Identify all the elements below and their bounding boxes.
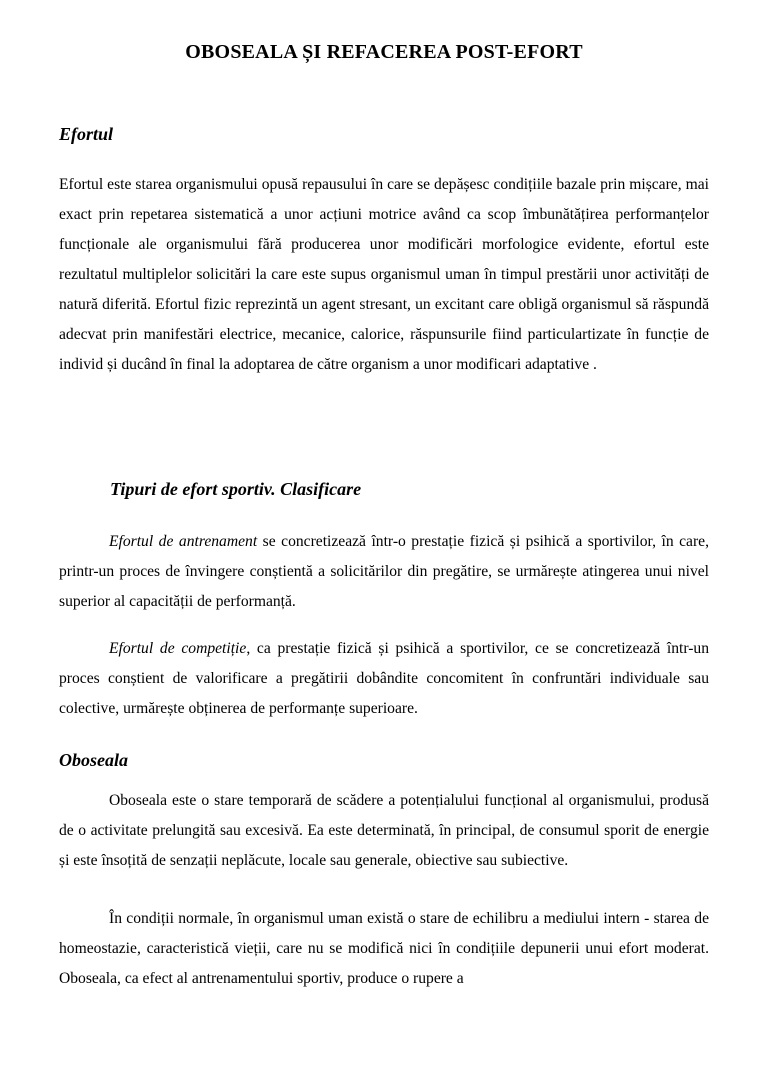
paragraph-oboseala-2: În condiții normale, în organismul uman există o stare de echilibru a mediului intern - starea de homeostazie, caracteristică vieții, care nu se modifică nici în condițiile depunerii unui efort moderat. Oboseala, ca efect al antrenamentului sportiv, produce o rupere a — [59, 910, 709, 987]
paragraph-efort-antrenament — [59, 527, 709, 617]
paragraph-oboseala-1: Oboseala este o stare temporară de scădere a potențialului funcțional al organismului, produsă de o activitate prelungită sau excesivă. Ea este determinată, în principal, de consumul sporit de energie și este însoțită de senzații neplăcute, locale sau generale, obiective sau subiective. — [59, 792, 709, 869]
paragraph-efortul: Efortul este starea organismului opusă repausului în care se depășesc condițiile bazale prin mișcare, mai exact prin repetarea sistematică a unor acțiuni motrice având ca scop îmbunătățirea performanțelor funcționale ale organismului fără producerea unor modificări morfologice evidente, efortul este rezultatul multiplelor solicitări la care este supus organismul uman în timpul prestării unor activități de natură diferită. Efortul fizic reprezintă un agent stresant, un excitant care obligă organismul să răspundă adecvat prin manifestări electrice, mecanice, calorice, răspunsurile fiind particulartizate în funcție de individ și ducând în final la adoptarea de către organism a unor modificari adaptative . — [59, 176, 709, 373]
heading-oboseala: Oboseala — [59, 750, 128, 770]
text-efort-competitie: , ca prestație fizică și psihică a sportivilor, ce se concretizează într-un proces conștient de valorificare a pregătirii dobândite concomitent în confruntări individuale sau colective, urmărește obținerea de performanțe superioare. — [59, 640, 709, 717]
paragraph-efort-competitie — [59, 634, 709, 724]
heading-efortul: Efortul — [59, 124, 114, 144]
term-efort-antrenament: Efortul de antrenament — [109, 533, 258, 550]
text-efort-antrenament: se concretizează într-o prestație fizică și psihică a sportivilor, în care, printr-un proces de învingere conștientă a solicitărilor din pregătire, se urmărește atingerea unui nivel superior al capacității de performanță. — [59, 533, 709, 610]
heading-tipuri-efort: Tipuri de efort sportiv. Clasificare — [110, 479, 362, 499]
page-title: OBOSEALA ȘI REFACEREA POST-EFORT — [185, 41, 583, 63]
term-efort-competitie: Efortul de competiție — [109, 640, 247, 657]
